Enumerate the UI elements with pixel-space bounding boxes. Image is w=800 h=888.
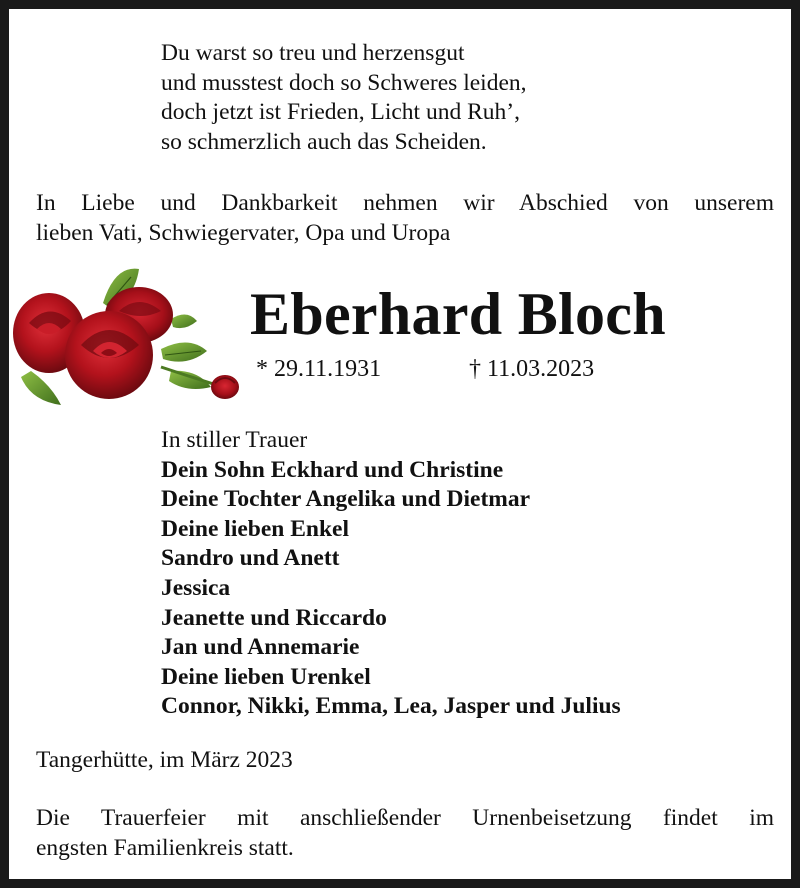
intro-text — [36, 189, 774, 248]
mourner-line: Connor, Nikki, Emma, Lea, Jasper und Julius — [161, 693, 621, 720]
life-dates — [256, 354, 595, 384]
funeral-line: engsten Familienkreis statt. — [36, 834, 294, 861]
funeral-line: Die Trauerfeier mit anschließender Urnenbeisetzung findet im — [36, 805, 774, 831]
mourner-line: Sandro und Anett — [161, 545, 340, 572]
deceased-name: Eberhard Bloch — [250, 281, 666, 347]
mourner-line: Deine Tochter Angelika und Dietmar — [161, 486, 531, 513]
intro-line: In Liebe und Dankbarkeit nehmen wir Abschied von unserem — [36, 190, 774, 216]
poem-line: Du warst so treu und herzensgut — [161, 40, 465, 66]
roses-illustration — [11, 259, 251, 409]
mourner-line: Dein Sohn Eckhard und Christine — [161, 456, 504, 483]
poem — [161, 39, 527, 157]
mourner-line: Deine lieben Enkel — [161, 515, 350, 542]
poem-line: so schmerzlich auch das Scheiden. — [161, 128, 487, 155]
mourners-list — [161, 426, 621, 722]
place-date: Tangerhütte, im März 2023 — [36, 747, 293, 773]
funeral-info — [36, 804, 774, 863]
mourner-line: Jan und Annemarie — [161, 634, 360, 661]
mourners-lead: In stiller Trauer — [161, 427, 308, 453]
death-date: † 11.03.2023 — [469, 356, 595, 382]
intro-line: lieben Vati, Schwiegervater, Opa und Uropa — [36, 219, 451, 246]
poem-line: und musstest doch so Schweres leiden, — [161, 69, 527, 96]
mourner-line: Jessica — [161, 574, 231, 601]
mourner-line: Jeanette und Riccardo — [161, 604, 387, 631]
mourner-line: Deine lieben Urenkel — [161, 663, 371, 690]
poem-line: doch jetzt ist Frieden, Licht und Ruh’, — [161, 99, 520, 125]
birth-date: * 29.11.1931 — [256, 356, 382, 382]
